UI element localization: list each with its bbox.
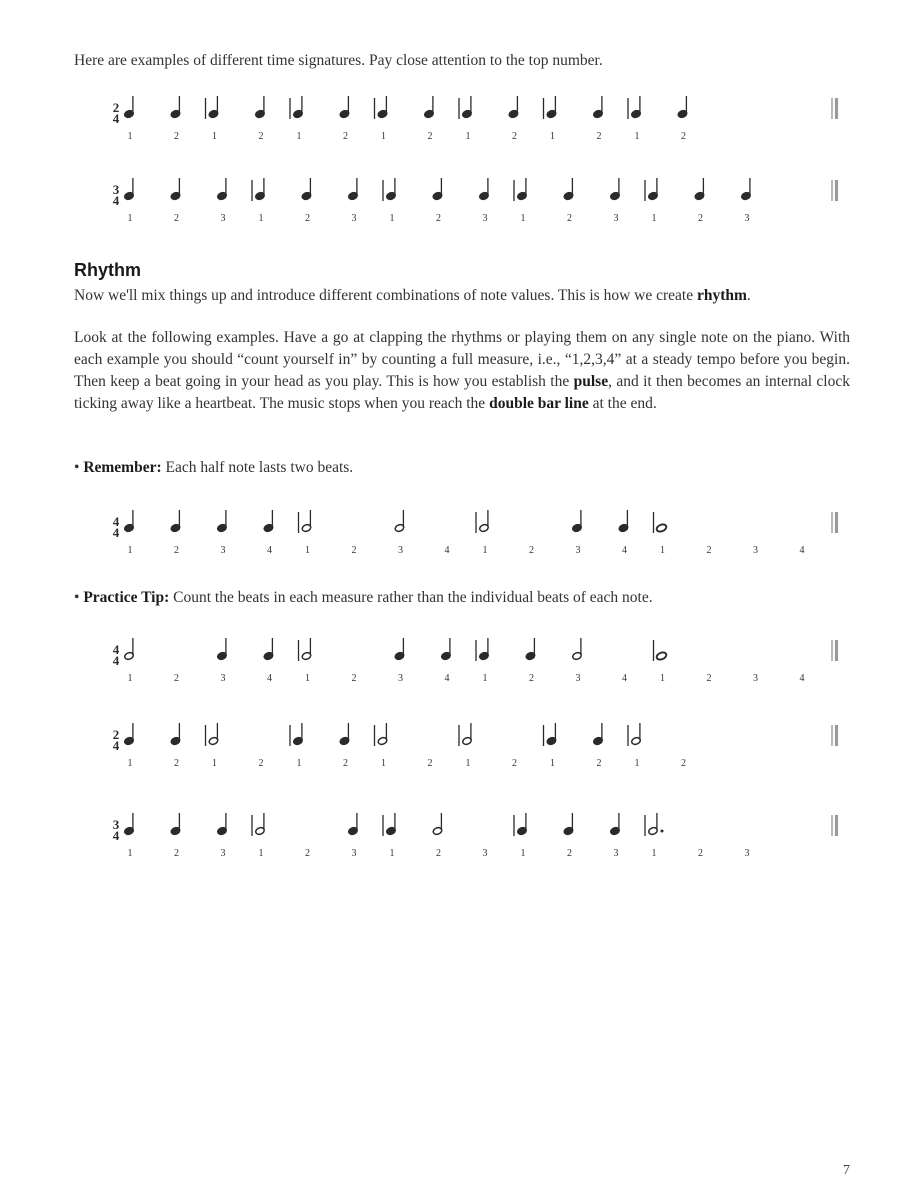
quarter-note bbox=[694, 178, 705, 201]
beat-count: 1 bbox=[127, 758, 133, 769]
quarter-note bbox=[386, 178, 397, 201]
beat-count: 1 bbox=[651, 213, 657, 224]
beat-count: 2 bbox=[351, 545, 357, 556]
beat-count: 2 bbox=[436, 213, 441, 224]
beat-count: 2 bbox=[512, 758, 517, 769]
beat-count: 1 bbox=[258, 213, 264, 224]
beat-count: 2 bbox=[512, 131, 517, 142]
rhythm-example-2 bbox=[100, 176, 860, 236]
quarter-note bbox=[124, 96, 135, 119]
quarter-note bbox=[170, 96, 181, 119]
beat-count: 3 bbox=[744, 848, 750, 859]
rhythm-example-3 bbox=[100, 508, 860, 568]
bold-term-rhythm: rhythm bbox=[696, 287, 747, 304]
quarter-note bbox=[432, 178, 443, 201]
notehead bbox=[656, 523, 668, 533]
beat-count: 1 bbox=[296, 758, 302, 769]
time-signature-bottom: 4 bbox=[112, 525, 120, 540]
quarter-note bbox=[170, 178, 181, 201]
time-signature-top: 2 bbox=[112, 727, 120, 742]
text-run: , and it then becomes an internal clock ticking away like a heartbeat. The music stops when you reach the bbox=[74, 373, 850, 412]
half-note bbox=[377, 723, 388, 746]
quarter-note bbox=[217, 813, 228, 836]
text-run: at the end. bbox=[588, 395, 657, 412]
quarter-note bbox=[348, 813, 359, 836]
quarter-note bbox=[741, 178, 752, 201]
quarter-note bbox=[563, 813, 574, 836]
beat-count: 1 bbox=[127, 848, 133, 859]
quarter-note bbox=[293, 96, 304, 119]
quarter-note bbox=[424, 96, 435, 119]
time-signature bbox=[113, 817, 120, 843]
section-heading: Rhythm bbox=[74, 260, 141, 280]
quarter-note bbox=[631, 96, 642, 119]
beat-count: 2 bbox=[596, 758, 602, 769]
beat-count: 1 bbox=[127, 131, 133, 142]
beat-count: 2 bbox=[343, 758, 348, 769]
rhythm-staff bbox=[100, 636, 860, 696]
quarter-note bbox=[479, 638, 490, 661]
dotted-half-note bbox=[648, 813, 664, 836]
beat-count: 4 bbox=[444, 673, 450, 684]
double-bar-line bbox=[832, 815, 837, 836]
beat-count: 3 bbox=[398, 545, 403, 556]
beat-count: 3 bbox=[575, 545, 581, 556]
rhythm-staff bbox=[100, 508, 860, 568]
beat-count: 2 bbox=[681, 131, 686, 142]
beat-count: 2 bbox=[174, 758, 179, 769]
rhythm-example-6 bbox=[100, 811, 860, 871]
time-signature bbox=[113, 642, 120, 668]
half-note bbox=[301, 638, 312, 661]
quarter-note bbox=[618, 510, 629, 533]
quarter-note bbox=[124, 813, 135, 836]
quarter-note bbox=[508, 96, 519, 119]
rhythm-staff bbox=[100, 94, 860, 154]
time-signature bbox=[113, 100, 120, 126]
beat-count: 1 bbox=[127, 545, 133, 556]
page-number: 7 bbox=[843, 1163, 850, 1178]
beat-count: 1 bbox=[651, 848, 657, 859]
quarter-note bbox=[572, 510, 583, 533]
beat-count: 2 bbox=[529, 545, 534, 556]
beat-count: 4 bbox=[267, 673, 272, 684]
beat-count: 2 bbox=[567, 848, 572, 859]
quarter-note bbox=[563, 178, 574, 201]
beat-count: 2 bbox=[427, 131, 433, 142]
half-note bbox=[124, 638, 135, 661]
beat-count: 1 bbox=[660, 545, 665, 556]
half-note bbox=[462, 723, 473, 746]
augmentation-dot bbox=[661, 830, 664, 833]
beat-count: 2 bbox=[174, 213, 179, 224]
rhythm-staff bbox=[100, 811, 860, 871]
time-signature bbox=[113, 727, 120, 753]
beat-count: 2 bbox=[681, 758, 686, 769]
practice-tip bbox=[74, 587, 850, 609]
beat-count: 3 bbox=[220, 848, 226, 859]
rhythm-staff bbox=[100, 721, 860, 781]
quarter-note bbox=[677, 96, 688, 119]
half-note bbox=[208, 723, 219, 746]
beat-count: 3 bbox=[220, 213, 226, 224]
quarter-note bbox=[170, 813, 181, 836]
half-note bbox=[432, 813, 443, 836]
beat-count: 2 bbox=[698, 848, 703, 859]
bullet: • bbox=[74, 589, 80, 606]
beat-count: 2 bbox=[305, 213, 310, 224]
beat-count: 1 bbox=[127, 213, 133, 224]
beat-count: 1 bbox=[482, 673, 488, 684]
double-bar-line bbox=[832, 725, 837, 746]
quarter-note bbox=[517, 813, 528, 836]
quarter-note bbox=[208, 96, 219, 119]
rhythm-staff bbox=[100, 176, 860, 236]
quarter-note bbox=[124, 178, 135, 201]
rhythm-example-4 bbox=[100, 636, 860, 696]
time-signature-top: 4 bbox=[112, 642, 120, 657]
time-signature-bottom: 4 bbox=[112, 828, 120, 843]
half-note bbox=[394, 510, 405, 533]
quarter-note bbox=[301, 178, 312, 201]
quarter-note bbox=[170, 723, 181, 746]
beat-count: 2 bbox=[706, 545, 712, 556]
bold-term-pulse: pulse bbox=[573, 373, 609, 390]
whole-note bbox=[656, 651, 668, 661]
beat-count: 2 bbox=[596, 131, 602, 142]
beat-count: 2 bbox=[706, 673, 712, 684]
text-run: Now we'll mix things up and introduce different combinations of note values. This is how we create bbox=[74, 287, 697, 304]
text-run: Look at the following examples. Have a go at clapping the rhythms or playing them on any single note on the piano. With each example you should “count yourself in” by counting a full measure, i.e., “1,2,3,4” at a steady tempo before you begin. Then keep a beat going in your head as you play. This is how you establish the bbox=[74, 329, 850, 390]
beat-count: 1 bbox=[127, 673, 133, 684]
beat-count: 2 bbox=[258, 758, 264, 769]
double-bar-line bbox=[832, 98, 837, 119]
beat-count: 2 bbox=[436, 848, 441, 859]
double-bar-line bbox=[832, 640, 837, 661]
quarter-note bbox=[394, 638, 405, 661]
double-bar-line bbox=[832, 180, 837, 201]
half-note bbox=[301, 510, 312, 533]
beat-count: 4 bbox=[444, 545, 450, 556]
beat-count: 1 bbox=[258, 848, 264, 859]
beat-count: 3 bbox=[351, 848, 357, 859]
beat-count: 2 bbox=[427, 758, 433, 769]
quarter-note bbox=[124, 723, 135, 746]
double-bar-line bbox=[832, 512, 837, 533]
quarter-note bbox=[546, 96, 557, 119]
beat-count: 1 bbox=[482, 545, 488, 556]
beat-count: 2 bbox=[174, 673, 179, 684]
rhythm-example-1 bbox=[100, 94, 860, 154]
beat-count: 1 bbox=[212, 758, 217, 769]
quarter-note bbox=[593, 723, 604, 746]
beat-count: 1 bbox=[389, 213, 395, 224]
half-note bbox=[631, 723, 642, 746]
beat-count: 1 bbox=[520, 848, 526, 859]
rhythm-paragraph-2 bbox=[74, 327, 850, 415]
beat-count: 1 bbox=[550, 758, 555, 769]
beat-count: 1 bbox=[634, 758, 640, 769]
beat-count: 1 bbox=[212, 131, 217, 142]
beat-count: 1 bbox=[660, 673, 665, 684]
quarter-note bbox=[348, 178, 359, 201]
beat-count: 4 bbox=[622, 673, 627, 684]
beat-count: 1 bbox=[634, 131, 640, 142]
rhythm-paragraph-1 bbox=[74, 285, 850, 307]
beat-count: 2 bbox=[343, 131, 348, 142]
beat-count: 2 bbox=[351, 673, 357, 684]
beat-count: 1 bbox=[305, 545, 310, 556]
quarter-note bbox=[546, 723, 557, 746]
remember-text: Each half note lasts two beats. bbox=[161, 459, 354, 476]
time-signature-top: 3 bbox=[112, 182, 120, 197]
beat-count: 3 bbox=[220, 545, 226, 556]
time-signature-bottom: 4 bbox=[112, 193, 120, 208]
time-signature-bottom: 4 bbox=[112, 111, 120, 126]
beat-count: 4 bbox=[622, 545, 627, 556]
beat-count: 4 bbox=[267, 545, 272, 556]
time-signature-top: 2 bbox=[112, 100, 120, 115]
time-signature bbox=[113, 514, 120, 540]
practice-tip-text: Count the beats in each measure rather than the individual beats of each note. bbox=[169, 589, 653, 606]
quarter-note bbox=[593, 96, 604, 119]
beat-count: 1 bbox=[381, 758, 386, 769]
remember-label: Remember: bbox=[83, 459, 162, 476]
beat-count: 2 bbox=[174, 131, 179, 142]
bold-term-double-bar-line: double bar line bbox=[489, 395, 589, 412]
whole-note bbox=[656, 523, 668, 533]
beat-count: 2 bbox=[529, 673, 534, 684]
text-run: . bbox=[746, 287, 751, 304]
time-signature-top: 3 bbox=[112, 817, 120, 832]
beat-count: 1 bbox=[465, 758, 471, 769]
quarter-note bbox=[255, 96, 266, 119]
quarter-note bbox=[263, 510, 274, 533]
time-signature-bottom: 4 bbox=[112, 738, 120, 753]
beat-count: 2 bbox=[305, 848, 310, 859]
beat-count: 1 bbox=[520, 213, 526, 224]
beat-count: 3 bbox=[398, 673, 403, 684]
quarter-note bbox=[217, 510, 228, 533]
quarter-note bbox=[124, 510, 135, 533]
rhythm-example-5 bbox=[100, 721, 860, 781]
quarter-note bbox=[217, 178, 228, 201]
time-signature-bottom: 4 bbox=[112, 653, 120, 668]
beat-count: 3 bbox=[753, 545, 758, 556]
quarter-note bbox=[517, 178, 528, 201]
quarter-note bbox=[170, 510, 181, 533]
quarter-note bbox=[479, 178, 490, 201]
beat-count: 3 bbox=[613, 213, 619, 224]
quarter-note bbox=[339, 723, 350, 746]
quarter-note bbox=[610, 813, 621, 836]
beat-count: 2 bbox=[174, 848, 179, 859]
beat-count: 1 bbox=[305, 673, 310, 684]
half-note bbox=[255, 813, 266, 836]
quarter-note bbox=[525, 638, 536, 661]
quarter-note bbox=[386, 813, 397, 836]
beat-count: 3 bbox=[753, 673, 758, 684]
intro-text: Here are examples of different time signatures. Pay close attention to the top number. bbox=[74, 52, 603, 69]
beat-count: 3 bbox=[351, 213, 357, 224]
beat-count: 1 bbox=[296, 131, 302, 142]
beat-count: 2 bbox=[258, 131, 264, 142]
beat-count: 3 bbox=[744, 213, 750, 224]
remember-note bbox=[74, 457, 850, 479]
quarter-note bbox=[255, 178, 266, 201]
beat-count: 2 bbox=[567, 213, 572, 224]
notehead bbox=[656, 651, 668, 661]
quarter-note bbox=[293, 723, 304, 746]
beat-count: 3 bbox=[482, 848, 488, 859]
quarter-note bbox=[263, 638, 274, 661]
practice-tip-label: Practice Tip: bbox=[83, 589, 170, 606]
time-signature bbox=[113, 182, 120, 208]
bullet: • bbox=[74, 459, 80, 476]
beat-count: 4 bbox=[799, 673, 805, 684]
beat-count: 4 bbox=[799, 545, 805, 556]
quarter-note bbox=[648, 178, 659, 201]
beat-count: 1 bbox=[465, 131, 471, 142]
time-signature-top: 4 bbox=[112, 514, 120, 529]
half-note bbox=[572, 638, 583, 661]
quarter-note bbox=[339, 96, 350, 119]
quarter-note bbox=[441, 638, 452, 661]
beat-count: 2 bbox=[698, 213, 703, 224]
beat-count: 1 bbox=[389, 848, 395, 859]
beat-count: 3 bbox=[575, 673, 581, 684]
beat-count: 3 bbox=[220, 673, 226, 684]
beat-count: 3 bbox=[613, 848, 619, 859]
quarter-note bbox=[462, 96, 473, 119]
beat-count: 1 bbox=[550, 131, 555, 142]
half-note bbox=[479, 510, 490, 533]
quarter-note bbox=[377, 96, 388, 119]
quarter-note bbox=[610, 178, 621, 201]
beat-count: 2 bbox=[174, 545, 179, 556]
beat-count: 1 bbox=[381, 131, 386, 142]
beat-count: 3 bbox=[482, 213, 488, 224]
quarter-note bbox=[217, 638, 228, 661]
